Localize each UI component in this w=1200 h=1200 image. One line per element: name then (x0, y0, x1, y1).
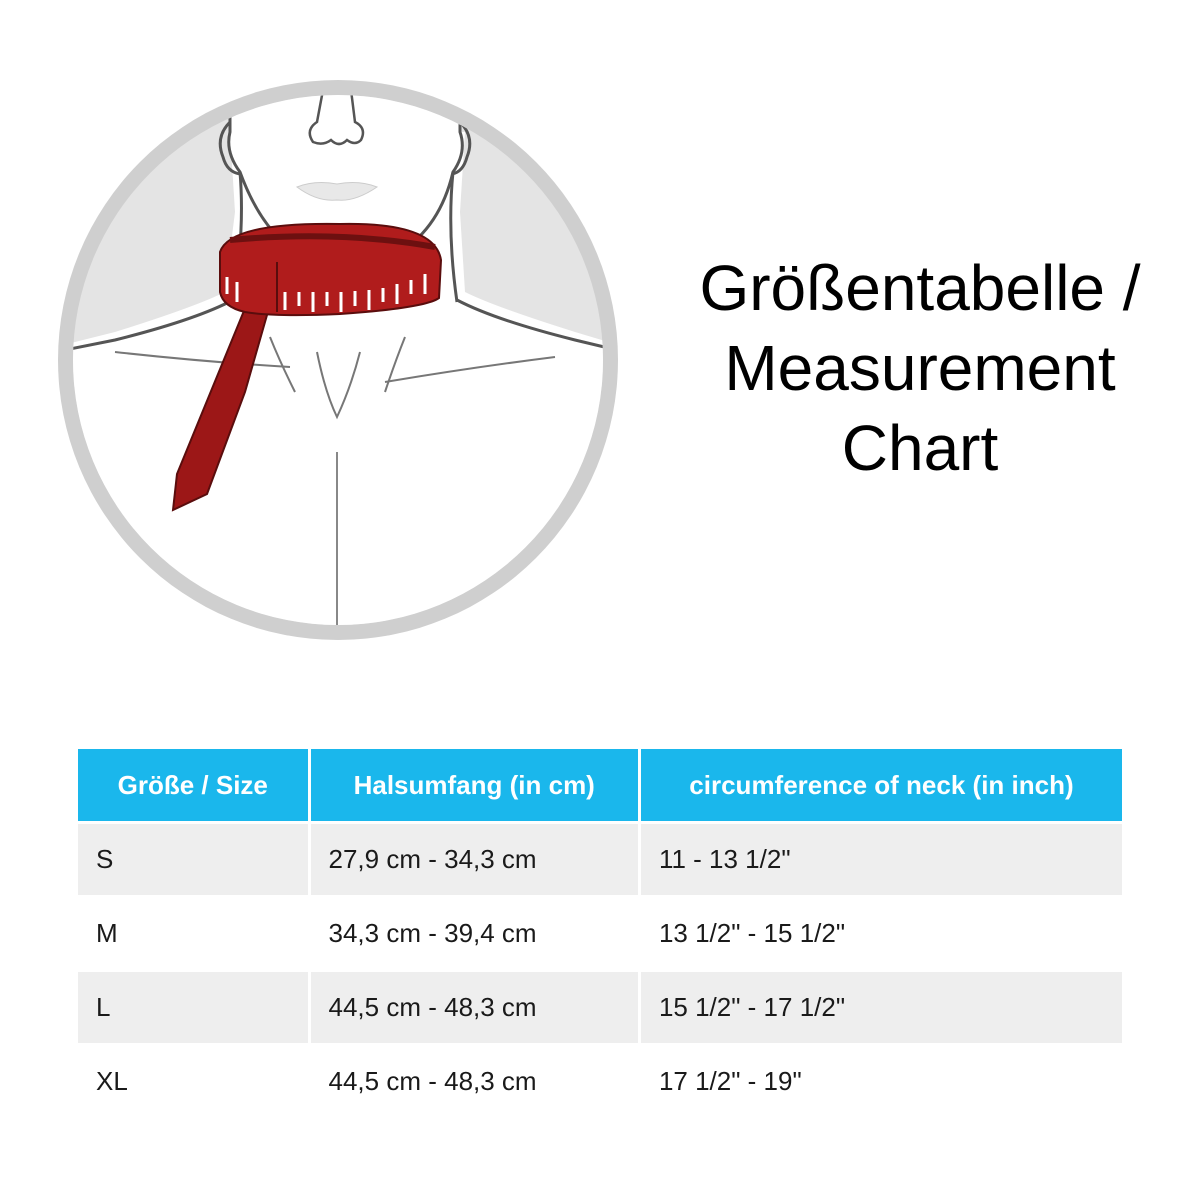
cell-cm: 27,9 cm - 34,3 cm (311, 824, 638, 895)
cell-inch: 15 1/2" - 17 1/2" (641, 972, 1122, 1043)
cell-inch: 17 1/2" - 19" (641, 1046, 1122, 1117)
figure-group (55, 62, 625, 662)
cell-inch: 13 1/2" - 15 1/2" (641, 898, 1122, 969)
cell-size: S (78, 824, 308, 895)
table-row (78, 1046, 1122, 1117)
title-line-3: Chart (841, 412, 999, 484)
title-line-1: Größentabelle / (699, 252, 1141, 324)
header-neck-cm: Halsumfang (in cm) (311, 749, 638, 821)
cell-inch: 11 - 13 1/2" (641, 824, 1122, 895)
table-row (78, 898, 1122, 969)
size-table (75, 746, 1125, 1120)
neck-measurement-illustration (55, 62, 625, 662)
cell-size: L (78, 972, 308, 1043)
chart-title (640, 248, 1200, 488)
header-size: Größe / Size (78, 749, 308, 821)
cell-size: XL (78, 1046, 308, 1117)
cell-size: M (78, 898, 308, 969)
table-row (78, 824, 1122, 895)
table-header-row (78, 749, 1122, 821)
neck-figure-svg (55, 62, 625, 662)
cell-cm: 44,5 cm - 48,3 cm (311, 1046, 638, 1117)
title-line-2: Measurement (724, 332, 1116, 404)
cell-cm: 34,3 cm - 39,4 cm (311, 898, 638, 969)
cell-cm: 44,5 cm - 48,3 cm (311, 972, 638, 1043)
table-row (78, 972, 1122, 1043)
header-neck-inch: circumference of neck (in inch) (641, 749, 1122, 821)
